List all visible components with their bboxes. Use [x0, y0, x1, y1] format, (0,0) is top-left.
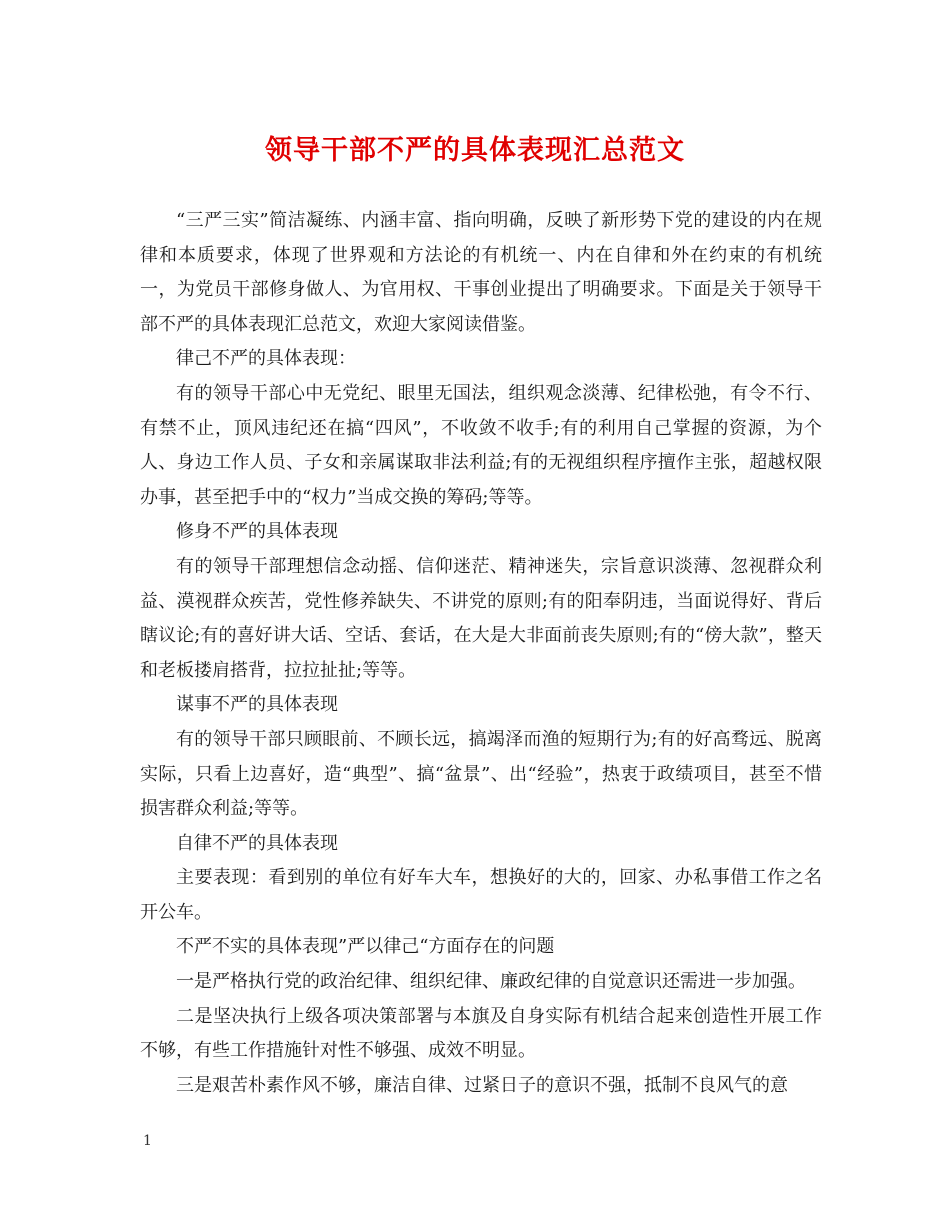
paragraph-problem-2: 二是坚决执行上级各项决策部署与本旗及自身实际有机结合起来创造性开展工作不够，有些工作措施针对性不够强、成效不明显。	[140, 1005, 822, 1062]
paragraph-self-discipline: 主要表现：看到别的单位有好车大车，想换好的大的，回家、办私事借工作之名开公车。	[140, 867, 822, 923]
paragraph-problem-1: 一是严格执行党的政治纪律、组织纪律、廉政纪律的自觉意识还需进一步加强。	[176, 971, 806, 993]
paragraph-planning: 有的领导干部只顾眼前、不顾长远，搞竭泽而渔的短期行为;有的好高骛远、脱离实际，只看上边喜好，造“典型”、搞“盆景”、出“经验”，热衷于政绩项目，甚至不惜损害群众利益;等等。	[140, 728, 822, 820]
document-title: 领导干部不严的具体表现汇总范文	[265, 135, 685, 166]
heading-self-cultivation: 修身不严的具体表现	[176, 521, 338, 543]
heading-problems: 不严不实的具体表现”严以律己“方面存在的问题	[176, 936, 555, 958]
paragraph-discipline: 有的领导干部心中无党纪、眼里无国法，组织观念淡薄、纪律松弛，有令不行、有禁不止，顶风违纪还在搞“四风”，不收敛不收手;有的利用自己掌握的资源，为个人、身边工作人员、子女和亲属谋取非法利益;有的无视组织程序擅作主张，超越权限办事，甚至把手中的“权力”当成交换的筹码;等等。	[140, 382, 822, 508]
paragraph-intro: “三严三实”简洁凝练、内涵丰富、指向明确，反映了新形势下党的建设的内在规律和本质要求，体现了世界观和方法论的有机统一、内在自律和外在约束的有机统一，为党员干部修身做人、为官用权、干事创业提出了明确要求。下面是关于领导干部不严的具体表现汇总范文，欢迎大家阅读借鉴。	[140, 210, 822, 335]
heading-planning: 谋事不严的具体表现	[176, 694, 338, 716]
page-number: 1	[143, 1133, 152, 1149]
heading-self-discipline: 自律不严的具体表现	[176, 832, 338, 854]
document-body	[140, 204, 822, 1103]
paragraph-self-cultivation: 有的领导干部理想信念动摇、信仰迷茫、精神迷失，宗旨意识淡薄、忽视群众利益、漠视群众疾苦，党性修养缺失、不讲党的原则;有的阳奉阴违，当面说得好、背后瞎议论;有的喜好讲大话、空话、套话，在大是大非面前丧失原则;有的“傍大款”，整天和老板搂肩搭背，拉拉扯扯;等等。	[140, 555, 822, 681]
paragraph-problem-3: 三是艰苦朴素作风不够，廉洁自律、过紧日子的意识不强，抵制不良风气的意	[176, 1074, 788, 1096]
heading-discipline: 律己不严的具体表现：	[176, 348, 356, 370]
